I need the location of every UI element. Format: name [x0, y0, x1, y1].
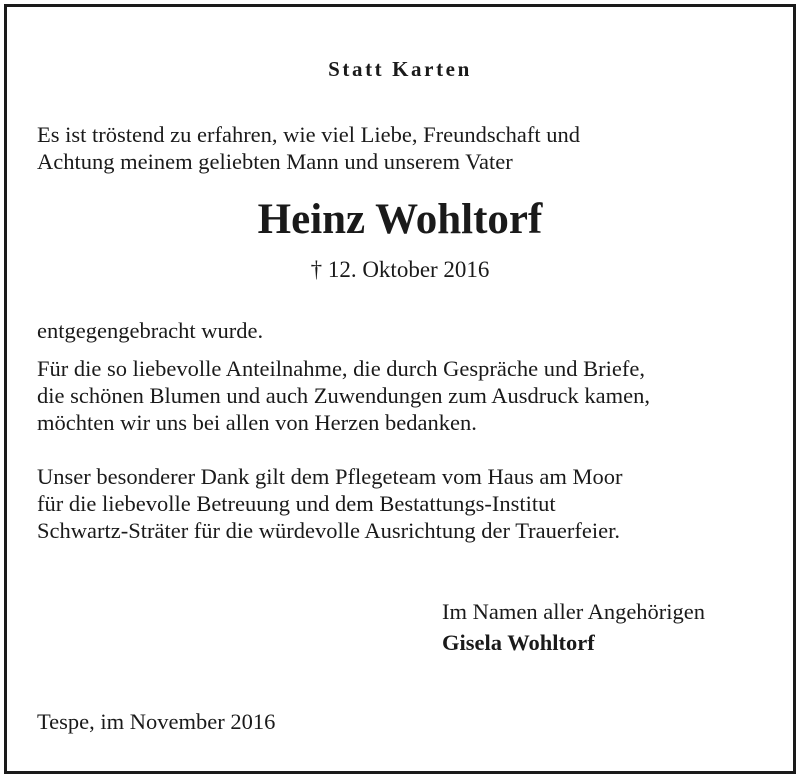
- obituary-notice-frame: [4, 4, 796, 774]
- notice-heading: Statt Karten: [328, 57, 472, 81]
- intro-paragraph: [37, 121, 580, 175]
- signature-line: Im Namen aller Angehörigen: [442, 599, 706, 624]
- continuation-text: entgegengebracht wurde.: [37, 318, 264, 343]
- special-thanks-line: für die liebevolle Betreuung und dem Bestattungs-Institut: [37, 491, 556, 516]
- thanks-line: die schönen Blumen und auch Zuwendungen zum Ausdruck kamen,: [37, 383, 650, 408]
- place-date: Tespe, im November 2016: [37, 709, 276, 734]
- intro-line: Achtung meinem geliebten Mann und unserem Vater: [37, 149, 513, 174]
- intro-line: Es ist tröstend zu erfahren, wie viel Liebe, Freundschaft und: [37, 122, 580, 147]
- thanks-line: möchten wir uns bei allen von Herzen bedanken.: [37, 410, 477, 435]
- death-date: † 12. Oktober 2016: [310, 257, 490, 282]
- special-thanks-paragraph: [37, 463, 622, 544]
- deceased-name: Heinz Wohltorf: [257, 196, 543, 243]
- special-thanks-line: Unser besonderer Dank gilt dem Pflegeteam vom Haus am Moor: [37, 464, 623, 489]
- thanks-paragraph: [37, 355, 650, 436]
- signature-block: [442, 598, 705, 656]
- thanks-line: Für die so liebevolle Anteilnahme, die durch Gespräche und Briefe,: [37, 356, 645, 381]
- signature-name: Gisela Wohltorf: [442, 630, 595, 655]
- special-thanks-line: Schwartz-Sträter für die würdevolle Ausrichtung der Trauerfeier.: [37, 518, 620, 543]
